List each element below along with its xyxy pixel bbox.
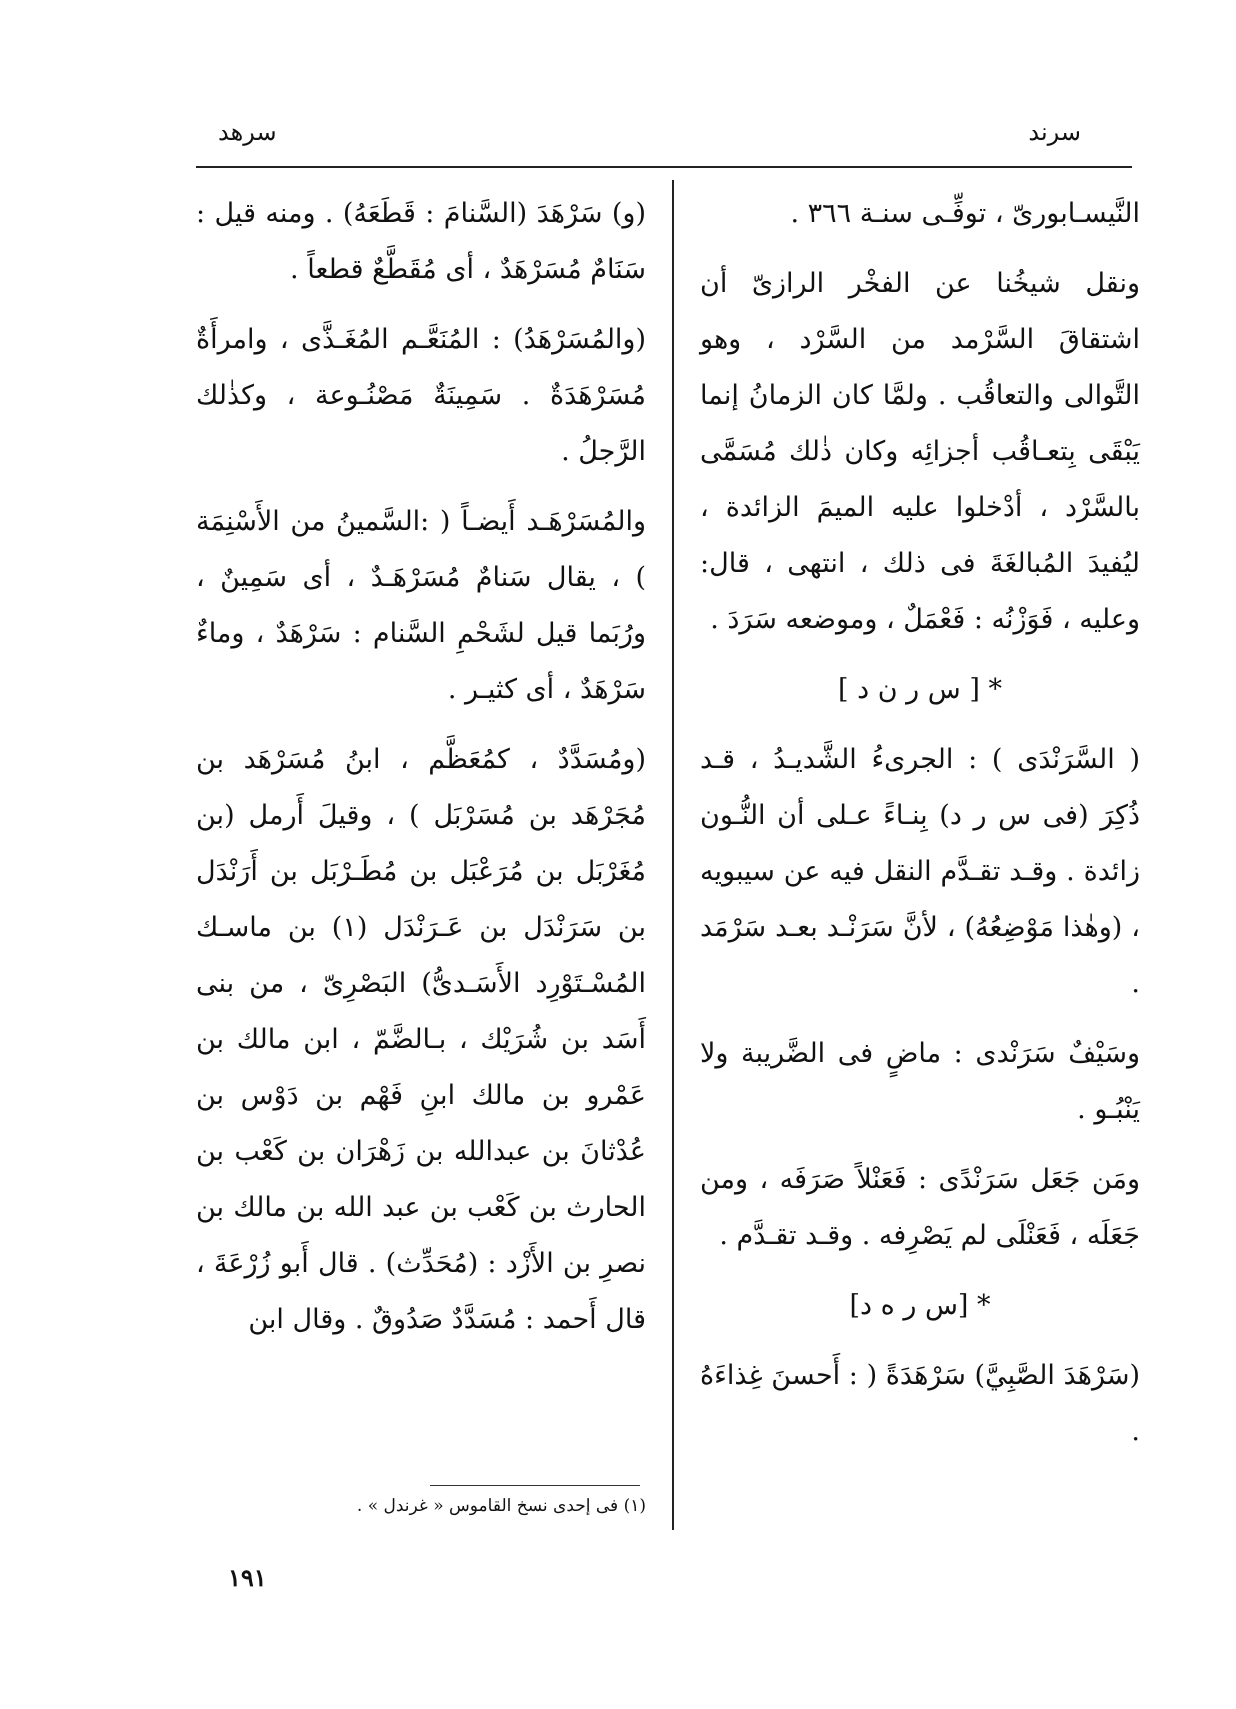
paragraph: ونقل شيخُنا عن الفخْر الرازىّ أن اشتقاقَ السَّرْمد من السَّرْد ، وهو التَّوالى والتعاقُب . ولمَّا كان الزمانُ إنما يَبْقَى بِتعـاقُب أجزائِه وكان ذٰلك مُسَمَّى بالسَّرْد ، أدْخلوا عليه الميمَ الزائدة ، ليُفيدَ المُبالغَةَ فى ذلك ، انتهى ، قال: وعليه ، فَوَزْنُه : فَعْمَلٌ ، وموضعه سَرَدَ . bbox=[700, 268, 1140, 635]
paragraph: (و) سَرْهَدَ (السَّنامَ : قَطَعَهُ) . ومنه قيل : سَنَامٌ مُسَرْهَدٌ ، أى مُقَطَّعٌ قطعاً . bbox=[196, 198, 646, 285]
paragraph: (والمُسَرْهَدُ) : المُنَعَّـم المُغَـذَّى ، وامرأَةٌ مُسَرْهَدَةٌ . سَمِينَةٌ مَصْنُـوعة ، وكذٰلك الرَّجلُ . bbox=[196, 324, 646, 467]
paragraph: والمُسَرْهَـد أَيضـاً ( :السَّمينُ من الأَسْنِمَة ) ، يقال سَنامٌ مُسَرْهَـدٌ ، أى سَمِينٌ ، ورُبَما قيل لشَحْمِ السَّنام : سَرْهَدٌ ، وماءٌ سَرْهَدٌ ، أى كثيـر . bbox=[196, 506, 646, 705]
footnote: (١) فى إحدى نسخ القاموس « غرندل » . bbox=[356, 1496, 646, 1516]
left-column bbox=[196, 186, 646, 1362]
entry-heading: * [س ر ه د] bbox=[849, 1290, 991, 1321]
column-divider bbox=[672, 180, 674, 1530]
running-head-right: سرند bbox=[1028, 118, 1081, 146]
paragraph: النَّيسـابورىّ ، توفِّـى سنـة ٣٦٦ . bbox=[790, 198, 1140, 229]
paragraph: ومَن جَعَل سَرَنْدًى : فَعَنْلاً صَرَفَه ، ومن جَعَلَه ، فَعَنْلَى لم يَصْرِفه . وقـد تقـدَّم . bbox=[700, 1164, 1140, 1251]
header-rule bbox=[196, 166, 1132, 168]
page-number: ١٩١ bbox=[228, 1563, 267, 1592]
paragraph: ( السَّرَنْدَى ) : الجرىءُ الشَّديـدُ ، قـد ذُكِرَ (فى س ر د) بِنـاءً عـلى أن النُّـون زائدة . وقـد تقـدَّم النقل فيه عن سيبويه ، (وهٰذا مَوْضِعُهُ) ، لأنَّ سَرَنْـد بعـد سَرْمَد . bbox=[700, 744, 1140, 999]
paragraph: (سَرْهَدَ الصَّبِيَّ) سَرْهَدَةً ( : أَحسنَ غِذاءَهُ . bbox=[700, 1360, 1140, 1447]
running-head-left: سرهد bbox=[218, 118, 277, 146]
right-column bbox=[700, 186, 1140, 1474]
entry-heading: * [ س ر ن د ] bbox=[838, 674, 1002, 705]
footnote-rule bbox=[430, 1485, 640, 1486]
paragraph: (ومُسَدَّدٌ ، كمُعَظَّم ، ابنُ مُسَرْهَد بن مُجَرْهَد بن مُسَرْبَل ) ، وقيلَ أَرمل (بن مُغَرْبَل بن مُرَعْبَل بن مُطَـرْبَل بن أَرَنْدَل بن سَرَنْدَل بن عَـرَنْدَل (١) بن ماسـك المُسْـتَوْرِد الأَسَـدىُّ) البَصْرِىّ ، من بنى أَسَد بن شُرَيْك ، بـالضَّمّ ، ابن مالك بن عَمْرو بن مالك ابنِ فَهْم بن دَوْس بن عُدْثانَ بن عبدالله بن زَهْرَان بن كَعْب بن الحارث بن كَعْب بن عبد الله بن مالك بن نصرِ بن الأَزْد : (مُحَدِّث) . قال أَبو زُرْعَةَ ، قال أَحمد : مُسَدَّدٌ صَدُوقٌ . وقال ابن bbox=[196, 744, 646, 1335]
paragraph: وسَيْفٌ سَرَنْدى : ماضٍ فى الضَّريبة ولا يَنْبُـو . bbox=[700, 1038, 1140, 1125]
